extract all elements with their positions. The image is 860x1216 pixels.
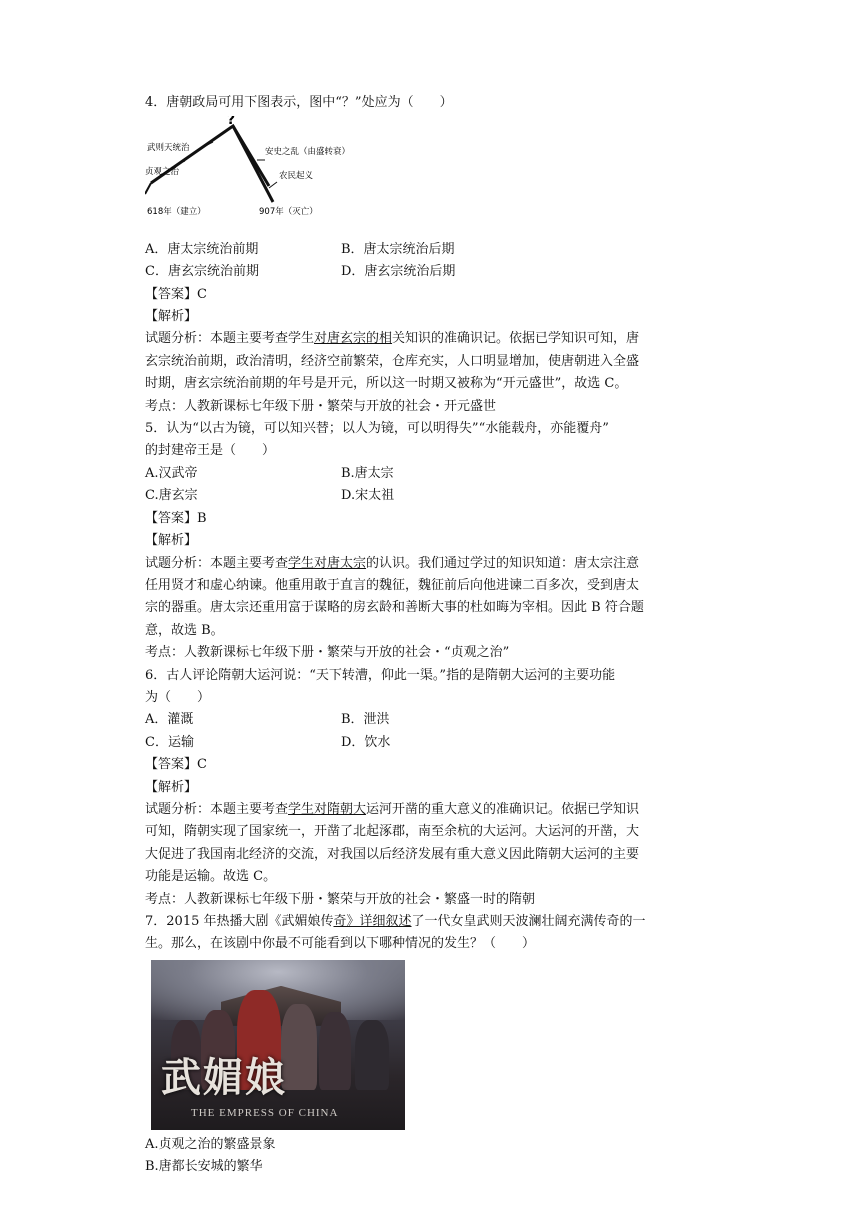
q7-stem-line1: 7．2015 年热播大剧《武媚娘传奇》详细叙述了一代女皇武则天波澜壮阔充满传奇的一 xyxy=(145,914,646,929)
q6-options-row2 xyxy=(145,732,725,754)
drama-poster-image xyxy=(151,960,405,1130)
q4-options-row2 xyxy=(145,261,725,283)
q6-kaodian: 考点：人教新课标七年级下册・繁荣与开放的社会・繁盛一时的隋朝 xyxy=(145,891,536,907)
q6-analysis-line2: 可知，隋朝实现了国家统一，开凿了北起涿郡，南至余杭的大运河。大运河的开凿，大 xyxy=(145,824,640,840)
q5-option-c: C.唐玄宗 xyxy=(145,488,198,504)
q7-option-b: B.唐都长安城的繁华 xyxy=(145,1159,263,1175)
q6-answer: 【答案】C xyxy=(145,757,207,773)
q5-answer: 【答案】B xyxy=(145,510,207,526)
q6-stem-line2: 为（ ） xyxy=(145,689,211,705)
q6-stem-line1: 6．古人评论隋朝大运河说：“天下转漕，仰此一渠。”指的是隋朝大运河的主要功能 xyxy=(145,667,616,683)
q4-option-a: A．唐太宗统治前期 xyxy=(145,241,259,257)
q4-option-d: D．唐玄宗统治后期 xyxy=(341,264,456,280)
q6-analysis-line3: 大促进了我国南北经济的交流，对我国以后经济发展有重大意义因此隋朝大运河的主要 xyxy=(145,846,640,862)
q5-option-d: D.宋太祖 xyxy=(341,488,395,504)
q5-options-row2 xyxy=(145,485,725,507)
q5-kaodian: 考点：人教新课标七年级下册・繁荣与开放的社会・“贞观之治” xyxy=(145,645,510,661)
diagram-label-618: 618年（建立） xyxy=(147,207,206,218)
q4-analysis-line3: 时期，唐玄宗统治前期的年号是开元，所以这一时期又被称为“开元盛世”，故选 C。 xyxy=(145,376,628,392)
q5-analysis-line2: 任用贤才和虚心纳谏。他重用敢于直言的魏征，魏征前后向他进谏二百多次，受到唐太 xyxy=(145,577,640,593)
q4-option-b: B．唐太宗统治后期 xyxy=(341,241,455,257)
q4-answer: 【答案】C xyxy=(145,286,207,302)
poster-title: 武媚娘 xyxy=(161,1053,287,1101)
q7-stem-line2: 生。那么，在该剧中你最不可能看到以下哪种情况的发生？（ ） xyxy=(145,936,536,952)
document-page xyxy=(145,92,725,1179)
q5-stem-line2: 的封建帝王是（ ） xyxy=(145,443,276,459)
poster-subtitle: THE EMPRESS OF CHINA xyxy=(191,1106,339,1119)
q6-option-b: B．泄洪 xyxy=(341,712,390,728)
q6-options-row1 xyxy=(145,709,725,731)
diagram-question-mark: ? xyxy=(227,116,236,129)
q5-stem-line1: 5．认为“以古为镜，可以知兴替；以人为镜，可以明得失”“水能载舟，亦能覆舟” xyxy=(145,421,609,437)
q4-options-row1 xyxy=(145,239,725,261)
q4-stem: 4．唐朝政局可用下图表示，图中“？”处应为（ ） xyxy=(145,95,453,110)
diagram-right-slope xyxy=(233,126,273,202)
q5-option-b: B.唐太宗 xyxy=(341,465,394,481)
diagram-label-peasant: 农民起义 xyxy=(279,171,314,182)
q4-analysis-line2: 玄宗统治前期，政治清明，经济空前繁荣，仓库充实，人口明显增加，使唐朝进入全盛 xyxy=(145,353,640,369)
q4-jiexi: 【解析】 xyxy=(145,309,198,325)
q4-kaodian: 考点：人教新课标七年级下册・繁荣与开放的社会・开元盛世 xyxy=(145,398,497,414)
diagram-label-anshi: 安史之乱（由盛转衰） xyxy=(265,147,351,158)
q6-option-d: D．饮水 xyxy=(341,734,391,750)
tang-politics-diagram xyxy=(145,116,355,226)
q6-jiexi: 【解析】 xyxy=(145,779,198,795)
diagram-label-zhenguan: 贞观之治 xyxy=(145,167,180,178)
q5-analysis-line1: 试题分析：本题主要考查学生对唐太宗的认识。我们通过学过的知识知道：唐太宗注意 xyxy=(145,555,640,571)
q6-option-c: C．运输 xyxy=(145,734,194,750)
q6-option-a: A．灌溉 xyxy=(145,712,194,728)
diagram-label-907: 907年（灭亡） xyxy=(259,207,318,218)
diagram-label-wuzetian: 武则天统治 xyxy=(147,143,190,154)
q5-option-a: A.汉武帝 xyxy=(145,465,198,481)
q6-analysis-line1: 试题分析：本题主要考查学生对隋朝大运河开凿的重大意义的准确识记。依据已学知识 xyxy=(145,801,640,817)
q4-option-c: C．唐玄宗统治前期 xyxy=(145,264,259,280)
q5-options-row1 xyxy=(145,463,725,485)
q6-analysis-line4: 功能是运输。故选 C。 xyxy=(145,869,277,885)
q5-analysis-line3: 宗的器重。唐太宗还重用富于谋略的房玄龄和善断大事的杜如晦为宰相。因此 B 符合题 xyxy=(145,600,644,616)
q7-option-a: A.贞观之治的繁盛景象 xyxy=(145,1136,276,1152)
q4-analysis-line1: 试题分析：本题主要考查学生对唐玄宗的相关知识的准确识记。依据已学知识可知，唐 xyxy=(145,331,640,347)
q5-analysis-line4: 意，故选 B。 xyxy=(145,622,224,638)
q5-jiexi: 【解析】 xyxy=(145,533,198,549)
